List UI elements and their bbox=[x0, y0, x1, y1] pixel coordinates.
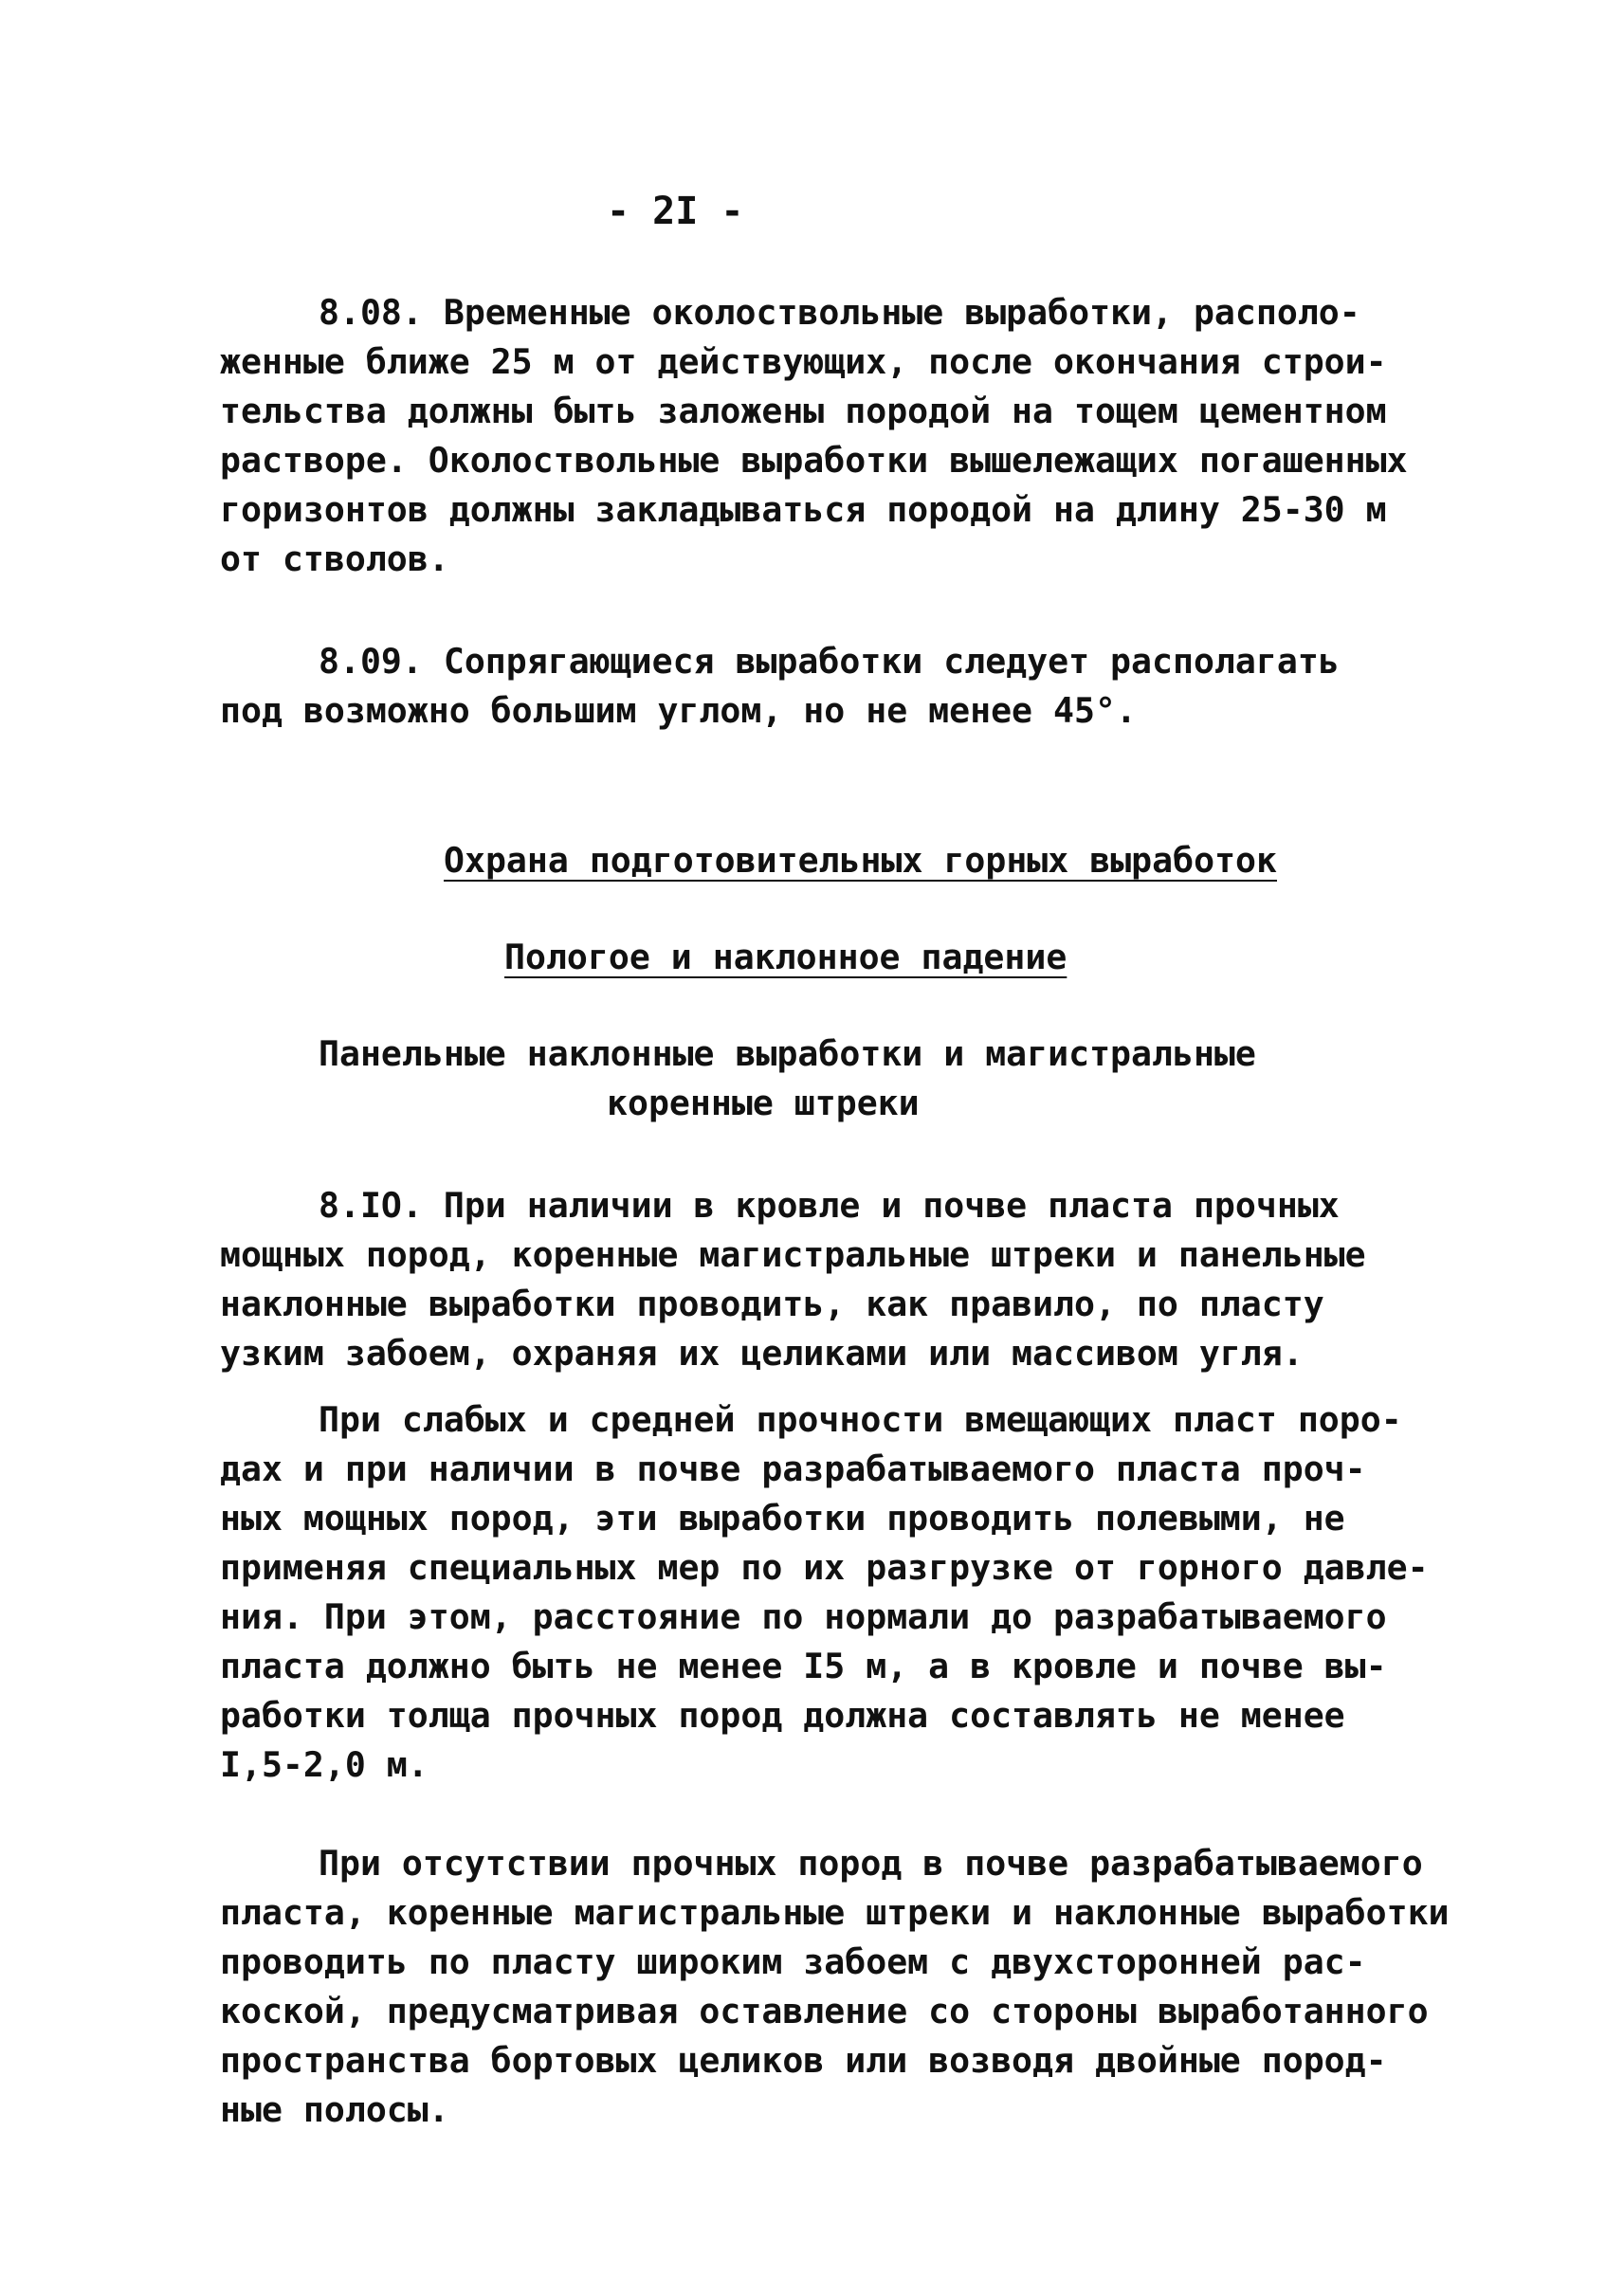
text-line: пространства бортовых целиков или возводя двойные пород- bbox=[220, 2040, 1387, 2081]
sub-subsection-heading-line1: Панельные наклонные выработки и магистральные bbox=[319, 1033, 1256, 1074]
text-line: ния. При этом, расстояние по нормали до разрабатываемого bbox=[220, 1596, 1387, 1637]
text-line: узким забоем, охраняя их целиками или массивом угля. bbox=[220, 1333, 1304, 1374]
text-line: пласта должно быть не менее I5 м, а в кровле и почве вы- bbox=[220, 1646, 1387, 1686]
text-line: При отсутствии прочных пород в почве разрабатываемого bbox=[319, 1843, 1423, 1884]
text-line: 8.08. Временные околоствольные выработки, располо- bbox=[319, 292, 1360, 333]
text-line: под возможно большим углом, но не менее 45°. bbox=[220, 690, 1137, 731]
text-line: ные полосы. bbox=[220, 2089, 449, 2130]
text-line: от стволов. bbox=[220, 538, 449, 579]
text-line: мощных пород, коренные магистральные штреки и панельные bbox=[220, 1234, 1366, 1275]
text-line: 8.IO. При наличии в кровле и почве пласта прочных bbox=[319, 1185, 1340, 1226]
text-line: растворе. Околоствольные выработки вышележащих погашенных bbox=[220, 440, 1408, 481]
text-line: тельства должны быть заложены породой на тощем цементном bbox=[220, 391, 1387, 431]
text-line: ных мощных пород, эти выработки проводить полевыми, не bbox=[220, 1498, 1345, 1539]
text-line: наклонные выработки проводить, как правило, по пласту bbox=[220, 1284, 1324, 1324]
text-line: При слабых и средней прочности вмещающих пласт поро- bbox=[319, 1399, 1402, 1440]
text-line: дах и при наличии в почве разрабатываемого пласта проч- bbox=[220, 1448, 1366, 1489]
text-line: 8.09. Сопрягающиеся выработки следует располагать bbox=[319, 641, 1340, 682]
sub-subsection-heading-line2: коренные штреки bbox=[607, 1083, 920, 1123]
text-line: применяя специальных мер по их разгрузке от горного давле- bbox=[220, 1547, 1429, 1588]
page-number: - 2I - bbox=[607, 190, 744, 233]
subsection-heading: Пологое и наклонное падение bbox=[504, 937, 1067, 977]
text-line: пласта, коренные магистральные штреки и наклонные выработки bbox=[220, 1892, 1450, 1933]
text-line: горизонтов должны закладываться породой на длину 25-30 м bbox=[220, 489, 1387, 530]
text-line: I,5-2,0 м. bbox=[220, 1744, 429, 1785]
text-line: женные ближе 25 м от действующих, после окончания строи- bbox=[220, 341, 1387, 382]
text-line: коской, предусматривая оставление со стороны выработанного bbox=[220, 1991, 1429, 2031]
text-line: проводить по пласту широким забоем с двухсторонней рас- bbox=[220, 1941, 1366, 1982]
section-heading: Охрана подготовительных горных выработок bbox=[444, 840, 1277, 881]
text-line: работки толща прочных пород должна составлять не менее bbox=[220, 1695, 1345, 1736]
